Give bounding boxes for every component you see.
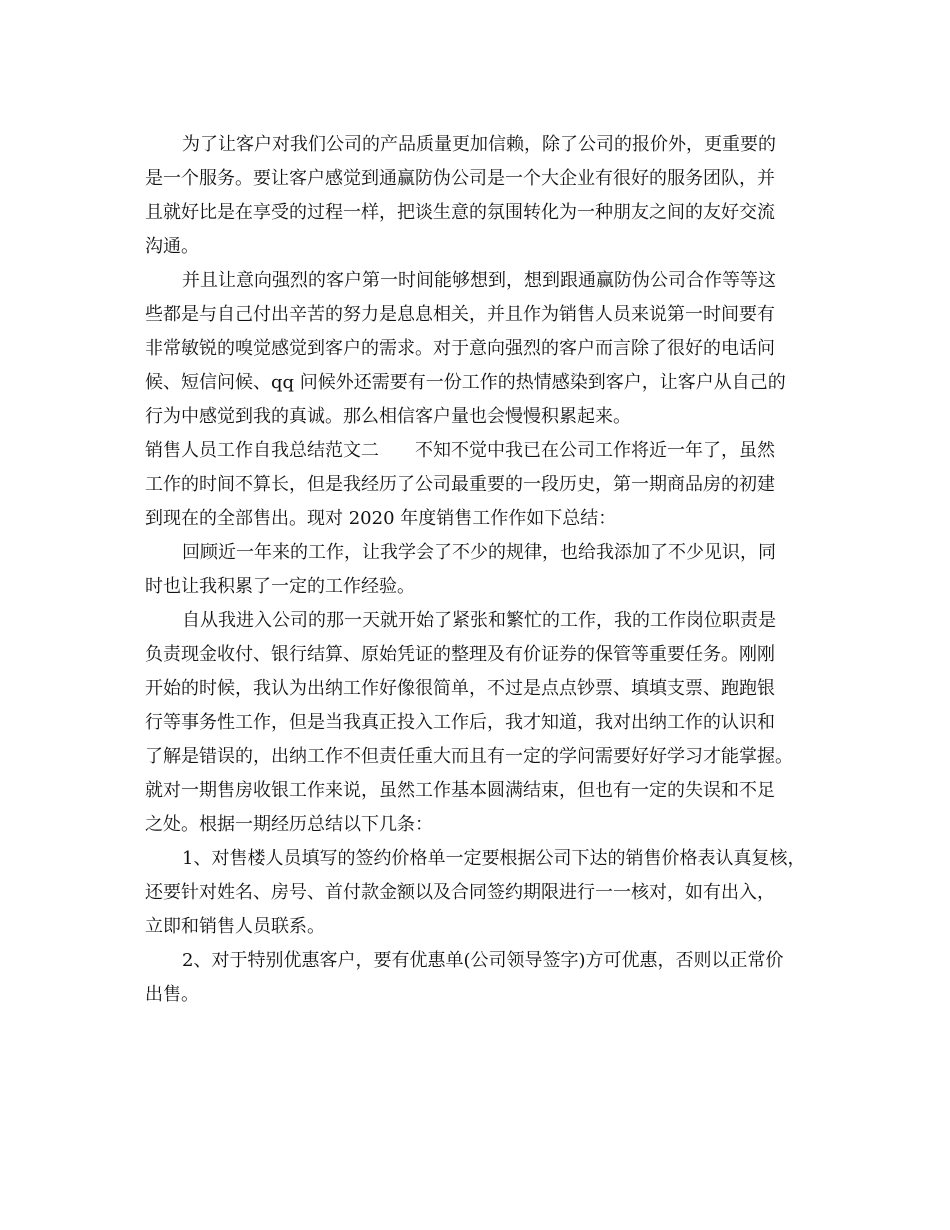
paragraph-line: 是一个服务。要让客户感觉到通赢防伪公司是一个大企业有很好的服务团队，并 [145,168,775,189]
list-item-line: 立即和销售人员联系。 [145,916,325,937]
paragraph-line: 并且让意向强烈的客户第一时间能够想到，想到跟通赢防伪公司合作等等这 [182,270,776,291]
paragraph-line: 候、短信问候、qq 问候外还需要有一份工作的热情感染到客户，让客户从自己的 [145,372,786,393]
paragraph-line: 行为中感觉到我的真诚。那么相信客户量也会慢慢积累起来。 [145,406,631,427]
section-heading: 销售人员工作自我总结范文二 [145,440,379,461]
paragraph-line: 时也让我积累了一定的工作经验。 [145,576,415,597]
list-item-line: 还要针对姓名、房号、首付款金额以及合同签约期限进行一一核对，如有出入， [145,882,775,903]
paragraph-line: 且就好比是在享受的过程一样，把谈生意的氛围转化为一种朋友之间的友好交流 [145,202,775,223]
paragraph-line: 回顾近一年来的工作，让我学会了不少的规律，也给我添加了不少见识，同 [182,542,776,563]
list-item-line: 1、对售楼人员填写的签约价格单一定要根据公司下达的销售价格表认真复核， [182,848,806,869]
section-heading-line [145,434,810,468]
paragraph-line: 为了让客户对我们公司的产品质量更加信赖，除了公司的报价外，更重要的 [182,134,776,155]
paragraph-line: 工作的时间不算长，但是我经历了公司最重要的一段历史，第一期商品房的初建 [145,474,775,495]
list-item-line: 2、对于特别优惠客户，要有优惠单(公司领导签字)方可优惠，否则以正常价 [182,950,784,971]
paragraph-line: 非常敏锐的嗅觉感觉到客户的需求。对于意向强烈的客户而言除了很好的电话问 [145,338,775,359]
paragraph-line: 负责现金收付、银行结算、原始凭证的整理及有价证券的保管等重要任务。刚刚 [145,644,775,665]
paragraph-line: 不知不觉中我已在公司工作将近一年了，虽然 [415,440,775,461]
paragraph-line: 了解是错误的，出纳工作不但责任重大而且有一定的学问需要好好学习才能掌握。 [145,746,793,767]
list-item-line: 出售。 [145,984,199,1005]
paragraph-line: 开始的时候，我认为出纳工作好像很简单，不过是点点钞票、填填支票、跑跑银 [145,678,775,699]
paragraph-line: 之处。根据一期经历总结以下几条： [145,814,433,835]
document-body [145,128,810,1012]
paragraph-line: 到现在的全部售出。现对 2020 年度销售工作作如下总结： [145,508,617,529]
paragraph-line: 行等事务性工作，但是当我真正投入工作后，我才知道，我对出纳工作的认识和 [145,712,775,733]
paragraph-line: 沟通。 [145,236,199,257]
paragraph-line: 自从我进入公司的那一天就开始了紧张和繁忙的工作，我的工作岗位职责是 [182,610,776,631]
paragraph-line: 就对一期售房收银工作来说，虽然工作基本圆满结束，但也有一定的失误和不足 [145,780,775,801]
paragraph-line: 些都是与自己付出辛苦的努力是息息相关，并且作为销售人员来说第一时间要有 [145,304,775,325]
